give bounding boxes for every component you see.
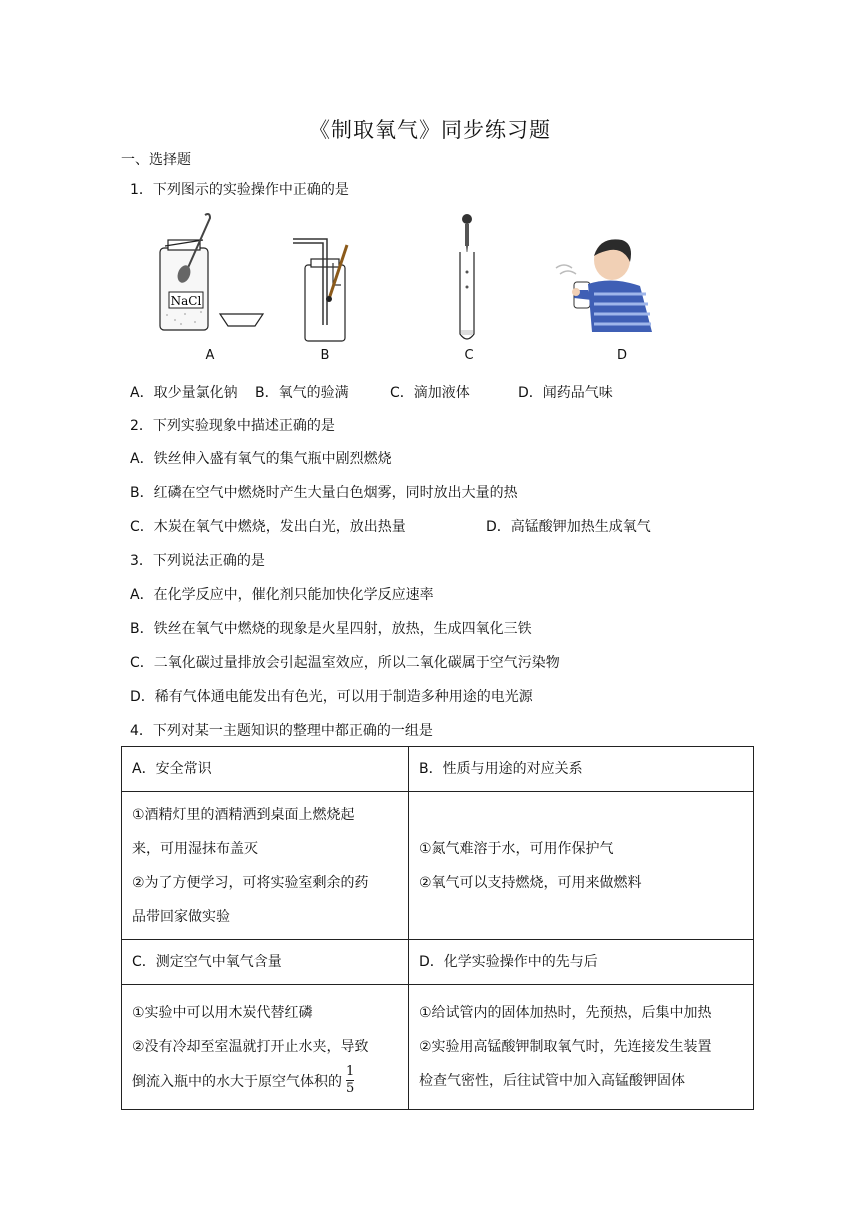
q4-c-line: ①实验中可以用木炭代替红磷	[132, 1004, 313, 1021]
q4-d-line: 检查气密性，后往试管中加入高锰酸钾固体	[419, 1073, 685, 1089]
q4-cell-b-head: B．性质与用途的对应关系	[409, 747, 754, 792]
figure-label-a: A	[205, 348, 215, 363]
q4-b-line: ②氧气可以支持燃烧，可用来做燃料	[419, 874, 642, 891]
q4-cell-c-head: C．测定空气中氧气含量	[122, 940, 409, 985]
q1-option-c: C．滴加液体	[390, 385, 470, 401]
fraction-one-fifth	[346, 1064, 354, 1097]
q4-stem: 4．下列对某一主题知识的整理中都正确的一组是	[130, 723, 433, 739]
q4-cell-b-body	[409, 792, 754, 940]
q4-options-table	[121, 746, 754, 1110]
q1-option-d: D．闻药品气味	[518, 385, 613, 401]
q3-stem: 3．下列说法正确的是	[130, 553, 265, 569]
figure-label-c: C	[464, 348, 474, 363]
q4-a-line: 来，可用湿抹布盖灭	[132, 840, 258, 857]
q4-cell-d-body	[409, 985, 754, 1110]
figure-b-oxygen-test	[285, 235, 365, 345]
q4-cell-a-body	[122, 792, 409, 940]
q1-option-b: B．氧气的验满	[255, 385, 349, 401]
q1-option-a: A．取少量氯化钠	[130, 385, 238, 401]
q4-c-line: ②没有冷却至室温就打开止水夹，导致	[132, 1038, 369, 1055]
page-title: 《制取氧气》同步练习题	[309, 118, 551, 142]
nacl-label: NaCl	[170, 294, 202, 308]
figure-label-b: B	[320, 348, 330, 363]
figure-c-dropper	[452, 212, 482, 344]
q3-option-d: D．稀有气体通电能发出有色光，可以用于制造多种用途的电光源	[130, 689, 533, 705]
q4-c-line: 倒流入瓶中的水大于原空气体积的	[132, 1073, 342, 1090]
q4-cell-a-head: A．安全常识	[122, 747, 409, 792]
figure-d-smelling-person	[552, 232, 662, 342]
q4-d-line: ①给试管内的固体加热时，先预热，后集中加热	[419, 1005, 712, 1021]
section-heading: 一、选择题	[121, 152, 191, 168]
fraction-numerator: 1	[346, 1063, 355, 1079]
q4-a-line: ①酒精灯里的酒精洒到桌面上燃烧起	[132, 806, 355, 823]
q3-option-c: C．二氧化碳过量排放会引起温室效应，所以二氧化碳属于空气污染物	[130, 655, 560, 671]
q4-b-line: ①氮气难溶于水，可用作保护气	[419, 840, 614, 857]
q2-stem: 2．下列实验现象中描述正确的是	[130, 418, 335, 434]
q2-option-b: B．红磷在空气中燃烧时产生大量白色烟雾，同时放出大量的热	[130, 485, 518, 501]
q2-option-a: A．铁丝伸入盛有氧气的集气瓶中剧烈燃烧	[130, 451, 392, 467]
q3-option-a: A．在化学反应中，催化剂只能加快化学反应速率	[130, 587, 434, 603]
q4-a-line: 品带回家做实验	[132, 908, 230, 925]
q1-stem: 1．下列图示的实验操作中正确的是	[130, 182, 349, 198]
q2-option-d: D．高锰酸钾加热生成氧气	[486, 519, 651, 535]
figure-label-d: D	[616, 348, 627, 363]
q3-option-b: B．铁丝在氧气中燃烧的现象是火星四射，放热，生成四氧化三铁	[130, 621, 532, 637]
fraction-denominator: 5	[346, 1080, 355, 1096]
q4-d-line: ②实验用高锰酸钾制取氧气时，先连接发生装置	[419, 1039, 712, 1055]
q4-cell-c-body	[122, 985, 409, 1110]
q4-cell-d-head: D．化学实验操作中的先与后	[409, 940, 754, 985]
figure-a-nacl-bottle	[155, 210, 270, 340]
q4-a-line: ②为了方便学习，可将实验室剩余的药	[132, 874, 369, 891]
q2-option-c: C．木炭在氧气中燃烧，发出白光，放出热量	[130, 519, 406, 535]
